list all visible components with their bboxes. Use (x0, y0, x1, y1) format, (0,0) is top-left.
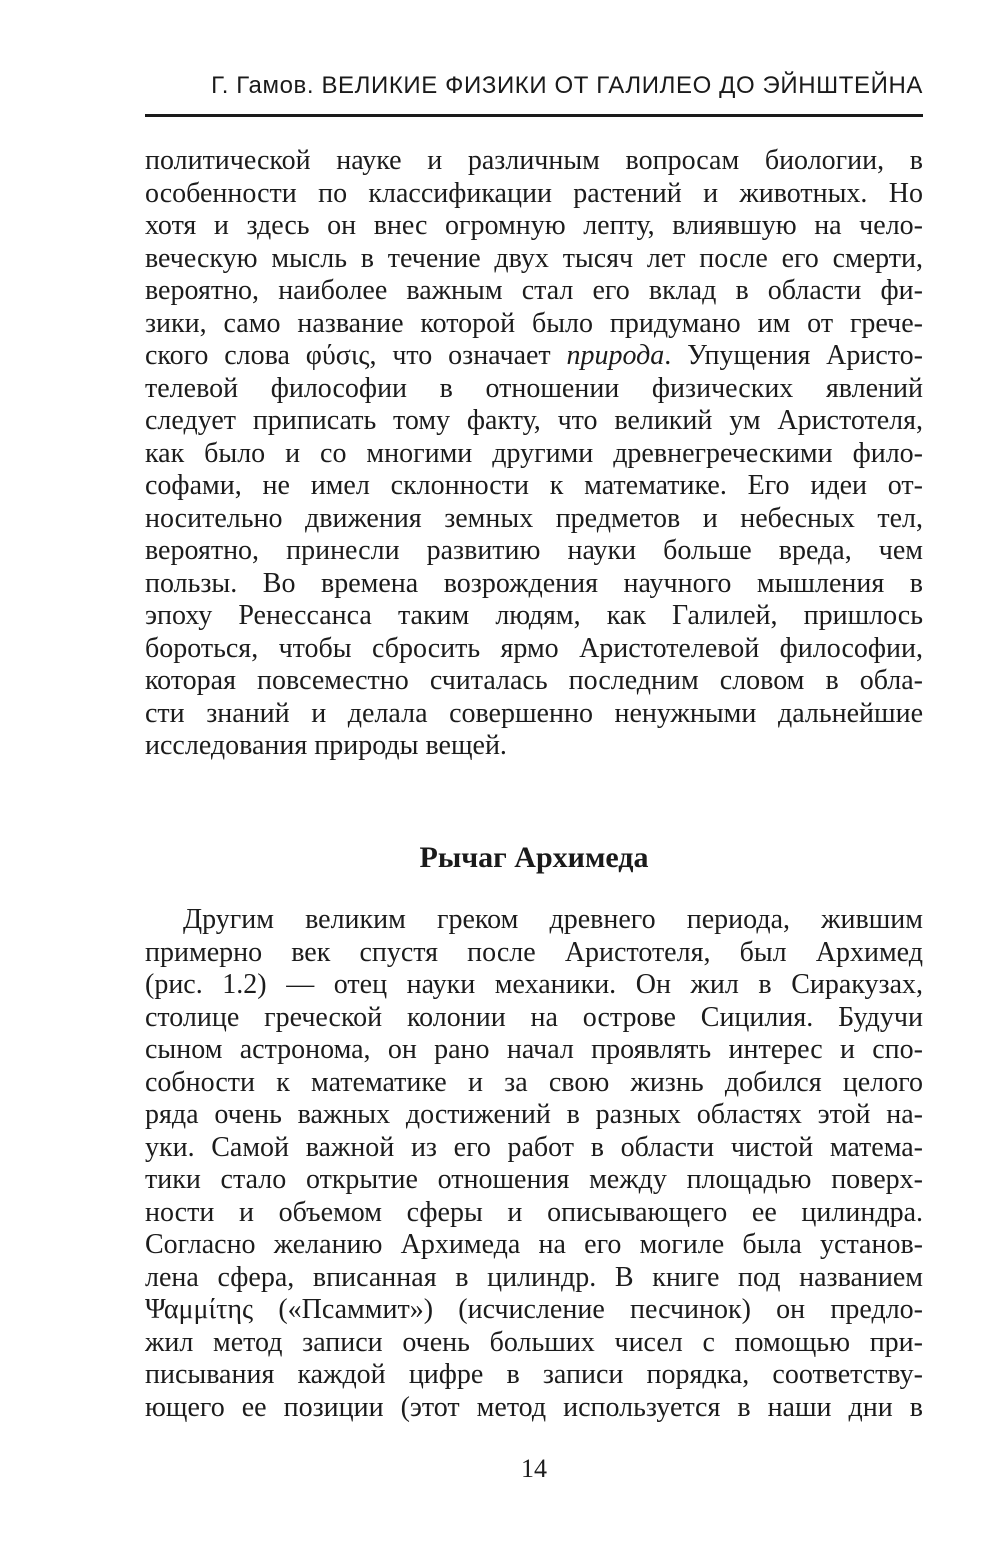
text-line: уки. Самой важной из его работ в области чистой матема- (145, 1131, 923, 1163)
page-number: 14 (521, 1454, 547, 1483)
text-line: особенности по классификации растений и животных. Но (145, 177, 923, 209)
text-line: как было и со многими другими древнегреческими фило- (145, 437, 923, 469)
header-rule (145, 114, 923, 117)
text-line: Согласно желанию Архимеда на его могиле была установ- (145, 1229, 923, 1260)
text-line: зики, само название которой было придумано им от грече- (145, 307, 923, 339)
text-line: столице греческой колонии на острове Сицилия. Будучи (145, 1001, 923, 1033)
text-line: телевой философии в отношении физических явлений (145, 372, 923, 404)
text-run: ского слова φύσις, что означает (145, 340, 567, 371)
text-line: ряда очень важных достижений в разных областях этой на- (145, 1099, 923, 1130)
text-line: следует приписать тому факту, что великий ум Аристотеля, (145, 405, 923, 436)
text-line: жил метод записи очень больших чисел с помощью при- (145, 1326, 923, 1358)
paragraph-archimedes (145, 904, 923, 1424)
text-line: исследования природы вещей. (145, 730, 507, 761)
text-line-with-italic (145, 340, 923, 373)
text-line: примерно век спустя после Аристотеля, был Архимед (145, 936, 923, 968)
text-line: лена сфера, вписанная в цилиндр. В книге под названием (145, 1261, 923, 1293)
text-line: хотя и здесь он внес огромную лепту, влиявшую на чело- (145, 210, 923, 241)
text-line: собности к математике и за свою жизнь добился целого (145, 1066, 923, 1098)
text-line: политической науке и различным вопросам биологии, в (145, 145, 923, 176)
text-line: тики стало открытие отношения между площадью поверх- (145, 1164, 923, 1195)
text-line: (рис. 1.2) — отец науки механики. Он жил в Сиракузах, (145, 969, 923, 1000)
running-head: Г. Гамов. ВЕЛИКИЕ ФИЗИКИ ОТ ГАЛИЛЕО ДО ЭЙНШТЕЙНА (211, 72, 923, 99)
paragraph-aristotle (145, 145, 923, 763)
text-line: сыном астронома, он рано начал проявлять интерес и спо- (145, 1034, 923, 1065)
text-line: Другим великим греком древнего периода, жившим (183, 904, 923, 935)
text-line: вероятно, принесли развитию науки больше вреда, чем (145, 535, 923, 566)
text-line: эпоху Ренессанса таким людям, как Галилей, пришлось (145, 600, 923, 631)
text-line: носительно движения земных предметов и небесных тел, (145, 502, 923, 534)
text-line: ности и объемом сферы и описывающего ее цилиндра. (145, 1196, 923, 1228)
text-line: Ψαμμίτης («Псаммит») (исчисление песчинок) он предло- (145, 1294, 923, 1325)
text-line: писывания каждой цифре в записи порядка, соответству- (145, 1359, 923, 1390)
text-line: которая повсеместно считалась последним словом в обла- (145, 665, 923, 696)
text-line: веческую мысль в течение двух тысяч лет после его смерти, (145, 242, 923, 274)
text-line: сти знаний и делала совершенно ненужными дальнейшие (145, 697, 923, 729)
text-line: пользы. Во времена возрождения научного мышления в (145, 567, 923, 599)
text-run: . Упущения Аристо- (664, 340, 923, 371)
text-line: вероятно, наиболее важным стал его вклад в области фи- (145, 275, 923, 306)
text-line: ющего ее позиции (этот метод используется в наши дни в (145, 1391, 923, 1423)
text-line: софами, не имел склонности к математике. Его идеи от- (145, 470, 923, 501)
section-heading: Рычаг Архимеда (419, 841, 649, 874)
italic-term: природа (566, 340, 665, 371)
text-line: бороться, чтобы сбросить ярмо Аристотелевой философии, (145, 632, 923, 664)
